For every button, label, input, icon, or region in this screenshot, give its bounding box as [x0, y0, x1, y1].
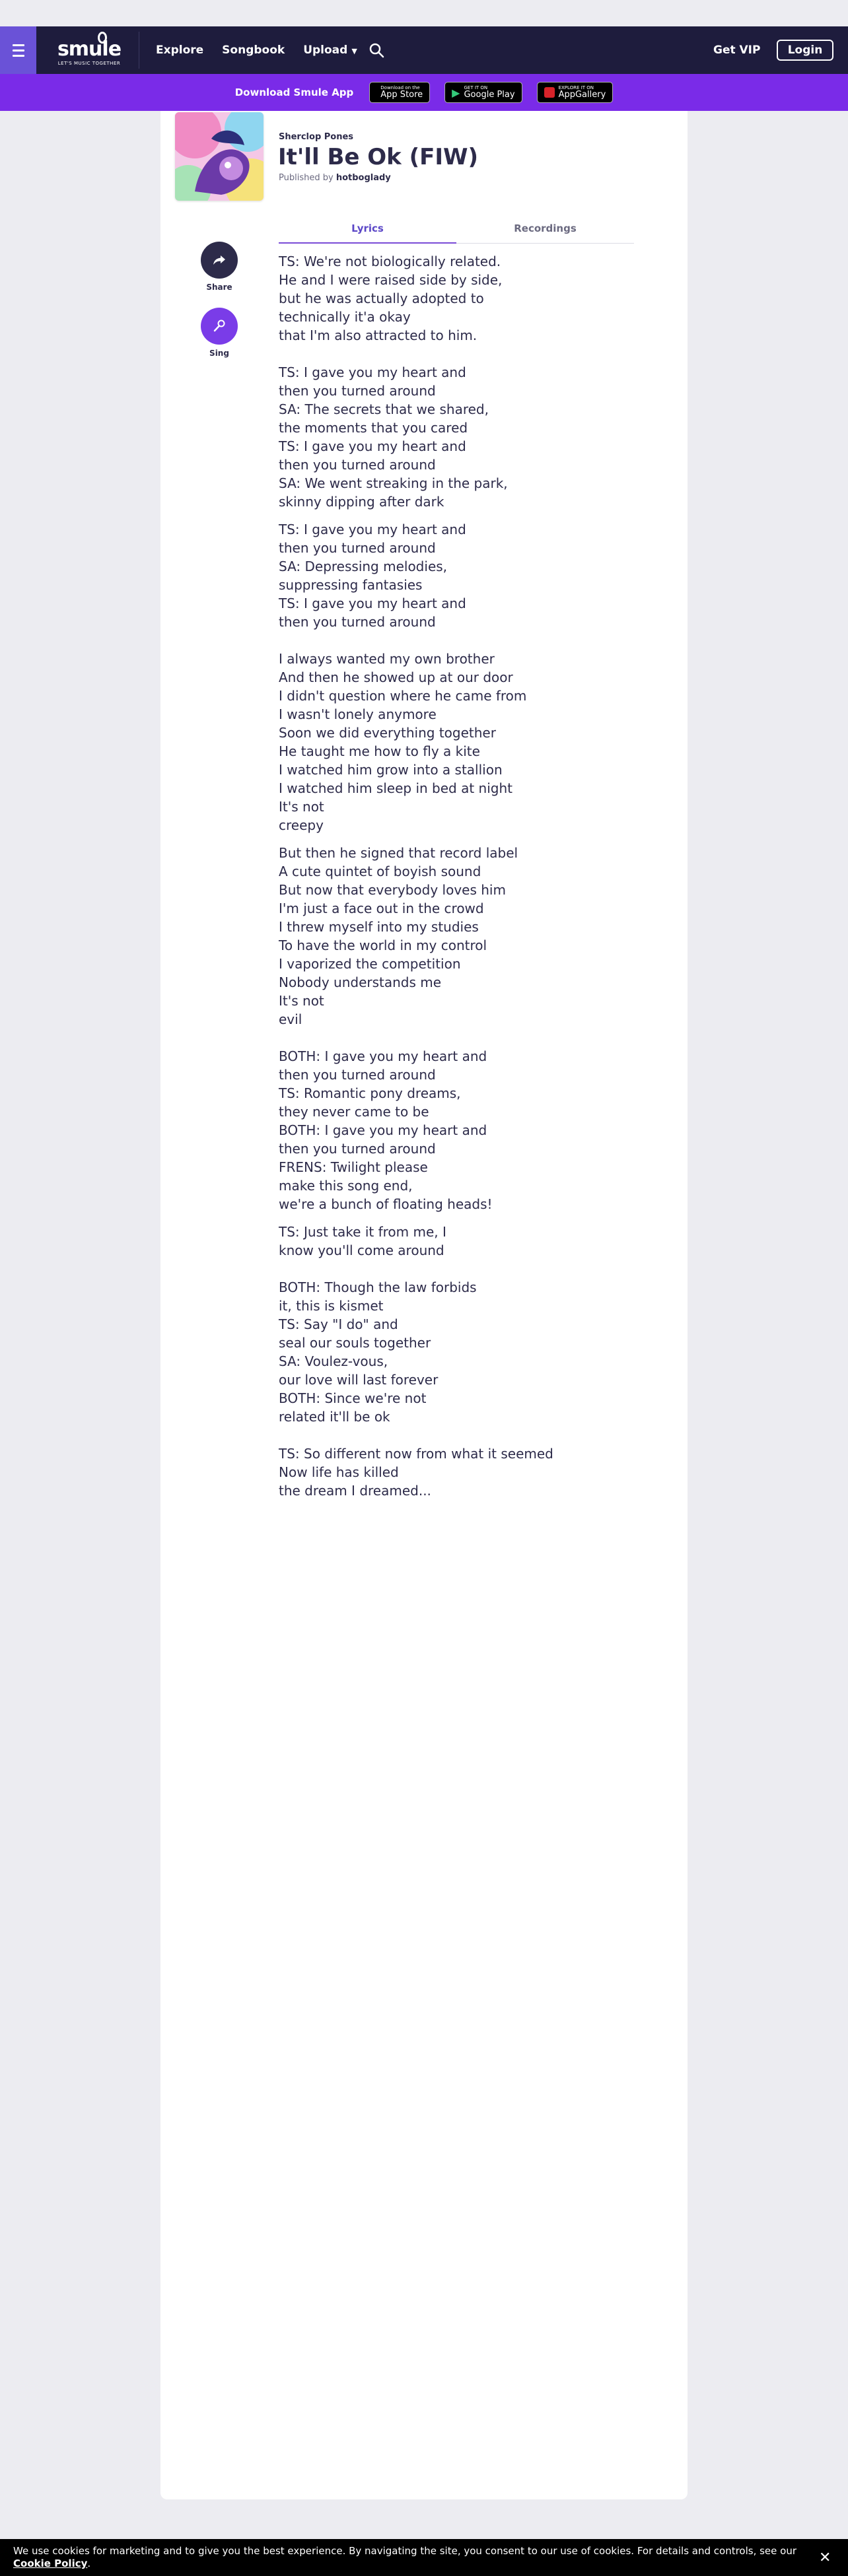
- logo-pin-icon: [98, 32, 107, 44]
- lyric-line: Now life has killed: [279, 1464, 399, 1480]
- lyrics-stanza: [279, 1278, 649, 1426]
- lyric-line: FRENS: Twilight please: [279, 1159, 428, 1175]
- lyric-line: But then he signed that record label: [279, 845, 518, 861]
- lyric-line: I wasn't lonely anymore: [279, 706, 437, 722]
- lyric-line: TS: Say "I do" and: [279, 1316, 398, 1332]
- published-by: [279, 173, 391, 183]
- lyric-line: creepy: [279, 817, 324, 833]
- lyric-line: It's not: [279, 799, 324, 815]
- search-icon[interactable]: [369, 42, 384, 58]
- lyric-line: BOTH: I gave you my heart and: [279, 1122, 487, 1138]
- lyric-line: He taught me how to fly a kite: [279, 743, 480, 759]
- lyrics-stanza: [279, 1047, 649, 1213]
- app-store-small: Download on the: [380, 85, 420, 90]
- song-title: It'll Be Ok (FIW): [278, 144, 479, 170]
- appgallery-small: EXPLORE IT ON: [558, 85, 594, 90]
- lyric-line: the moments that you cared: [279, 420, 468, 436]
- cookie-policy-link[interactable]: Cookie Policy: [13, 2558, 88, 2569]
- get-vip-link[interactable]: Get VIP: [713, 44, 761, 57]
- lyric-line: He and I were raised side by side,: [279, 272, 503, 288]
- lyric-line: SA: We went streaking in the park,: [279, 475, 508, 491]
- lyric-line: then you turned around: [279, 1067, 436, 1083]
- lyric-line: I threw myself into my studies: [279, 919, 479, 935]
- lyrics-body: [279, 252, 649, 1509]
- close-icon[interactable]: ✕: [819, 2550, 831, 2566]
- lyric-line: then you turned around: [279, 1141, 436, 1157]
- tab-lyrics[interactable]: Lyrics: [279, 214, 456, 243]
- nav-upload[interactable]: [303, 44, 357, 57]
- lyrics-stanza: [279, 1223, 649, 1260]
- lyric-line: then you turned around: [279, 457, 436, 473]
- lyric-line: skinny dipping after dark: [279, 494, 444, 510]
- lyric-line: Soon we did everything together: [279, 725, 496, 741]
- appgallery-large: AppGallery: [558, 90, 606, 100]
- lyric-line: TS: I gave you my heart and: [279, 595, 466, 611]
- lyric-line: technically it'a okay: [279, 309, 411, 325]
- lyrics-stanza: [279, 520, 649, 631]
- app-download-banner: [0, 74, 848, 111]
- cookie-banner: [0, 2539, 848, 2576]
- lyric-line: know you'll come around: [279, 1242, 444, 1258]
- lyric-line: But now that everybody loves him: [279, 882, 506, 898]
- nav-songbook[interactable]: Songbook: [222, 44, 285, 57]
- huawei-icon: [544, 87, 555, 98]
- nav-explore[interactable]: Explore: [156, 44, 204, 57]
- lyric-line: then you turned around: [279, 540, 436, 556]
- lyric-line: BOTH: Since we're not: [279, 1390, 427, 1406]
- lyric-line: BOTH: Though the law forbids: [279, 1279, 477, 1295]
- lyric-line: It's not: [279, 993, 324, 1009]
- lyric-line: TS: I gave you my heart and: [279, 522, 466, 537]
- lyric-line: TS: I gave you my heart and: [279, 364, 466, 380]
- lyric-line: TS: We're not biologically related.: [279, 254, 501, 269]
- lyrics-stanza: [279, 252, 649, 345]
- app-store-badge[interactable]: [369, 82, 430, 103]
- lyric-line: To have the world in my control: [279, 937, 487, 953]
- nav-upload-label: Upload: [303, 44, 348, 57]
- lyric-line: we're a bunch of floating heads!: [279, 1196, 493, 1212]
- menu-icon[interactable]: [0, 26, 36, 74]
- lyric-line: our love will last forever: [279, 1372, 439, 1388]
- cookie-text-wrap: We use cookies for marketing and to give you the best experience. By navigating the site, you consent to our use of cookies. For details and controls, see our Cookie Policy.: [13, 2545, 797, 2569]
- lyric-line: BOTH: I gave you my heart and: [279, 1048, 487, 1064]
- smule-logo[interactable]: [53, 32, 125, 69]
- lyric-line: that I'm also attracted to him.: [279, 327, 477, 343]
- lyric-line: TS: Romantic pony dreams,: [279, 1085, 461, 1101]
- google-play-large: Google Play: [464, 90, 515, 100]
- lyric-line: TS: Just take it from me, I: [279, 1224, 446, 1240]
- lyric-line: I watched him sleep in bed at night: [279, 780, 512, 796]
- lyric-line: SA: Depressing melodies,: [279, 559, 448, 574]
- lyric-line: And then he showed up at our door: [279, 669, 513, 685]
- top-navbar: [0, 26, 848, 74]
- play-icon: ▶: [452, 86, 460, 99]
- lyric-line: I vaporized the competition: [279, 956, 461, 972]
- lyric-line: the dream I dreamed...: [279, 1483, 431, 1499]
- share-label: Share: [206, 283, 232, 292]
- lyric-line: I'm just a face out in the crowd: [279, 900, 484, 916]
- lyric-line: Nobody understands me: [279, 974, 442, 990]
- caret-down-icon: ▼: [351, 47, 357, 55]
- lyrics-stanza: [279, 363, 649, 511]
- appgallery-badge[interactable]: [537, 82, 614, 103]
- lyric-line: TS: So different now from what it seemed: [279, 1446, 553, 1462]
- lyric-line: I watched him grow into a stallion: [279, 762, 503, 778]
- sing-label: Sing: [209, 349, 229, 358]
- login-button[interactable]: Login: [777, 40, 833, 61]
- lyric-line: then you turned around: [279, 614, 436, 630]
- published-prefix: Published by: [279, 173, 334, 183]
- lyric-line: SA: Voulez-vous,: [279, 1353, 388, 1369]
- lyric-line: then you turned around: [279, 383, 436, 399]
- cookie-text: We use cookies for marketing and to give you the best experience. By navigating the site, you consent to our use of cookies. For details and controls, see our: [13, 2545, 797, 2557]
- lyric-line: but he was actually adopted to: [279, 290, 484, 306]
- microphone-icon: [201, 308, 238, 345]
- lyric-line: A cute quintet of boyish sound: [279, 864, 481, 879]
- lyrics-stanza: [279, 844, 649, 1029]
- lyric-line: related it'll be ok: [279, 1409, 390, 1425]
- tab-recordings[interactable]: Recordings: [514, 222, 577, 234]
- lyric-line: evil: [279, 1011, 302, 1027]
- share-icon: [201, 242, 238, 279]
- song-tabs: [279, 214, 634, 244]
- publisher-link[interactable]: hotboglady: [336, 173, 391, 183]
- app-store-large: App Store: [380, 90, 423, 100]
- lyric-line: seal our souls together: [279, 1335, 431, 1351]
- logo-tagline: LET'S MUSIC TOGETHER: [57, 61, 121, 66]
- google-play-small: GET IT ON: [464, 85, 488, 90]
- lyrics-stanza: [279, 1444, 649, 1500]
- lyric-line: suppressing fantasies: [279, 577, 423, 593]
- lyrics-stanza: [279, 650, 649, 834]
- lyric-line: I didn't question where he came from: [279, 688, 527, 704]
- lyric-line: they never came to be: [279, 1104, 429, 1120]
- lyric-line: it, this is kismet: [279, 1298, 384, 1314]
- lyric-line: TS: I gave you my heart and: [279, 438, 466, 454]
- lyric-line: make this song end,: [279, 1178, 413, 1194]
- download-app-label: Download Smule App: [234, 86, 354, 98]
- logo-word: smule: [57, 38, 122, 61]
- lyric-line: SA: The secrets that we shared,: [279, 401, 489, 417]
- song-cover-art: [175, 112, 264, 201]
- share-button[interactable]: [201, 242, 238, 292]
- lyric-line: I always wanted my own brother: [279, 651, 495, 667]
- google-play-badge[interactable]: [444, 82, 522, 103]
- artist-name[interactable]: Sherclop Pones: [279, 132, 354, 142]
- sing-button[interactable]: [201, 308, 238, 358]
- main-nav: [156, 26, 357, 74]
